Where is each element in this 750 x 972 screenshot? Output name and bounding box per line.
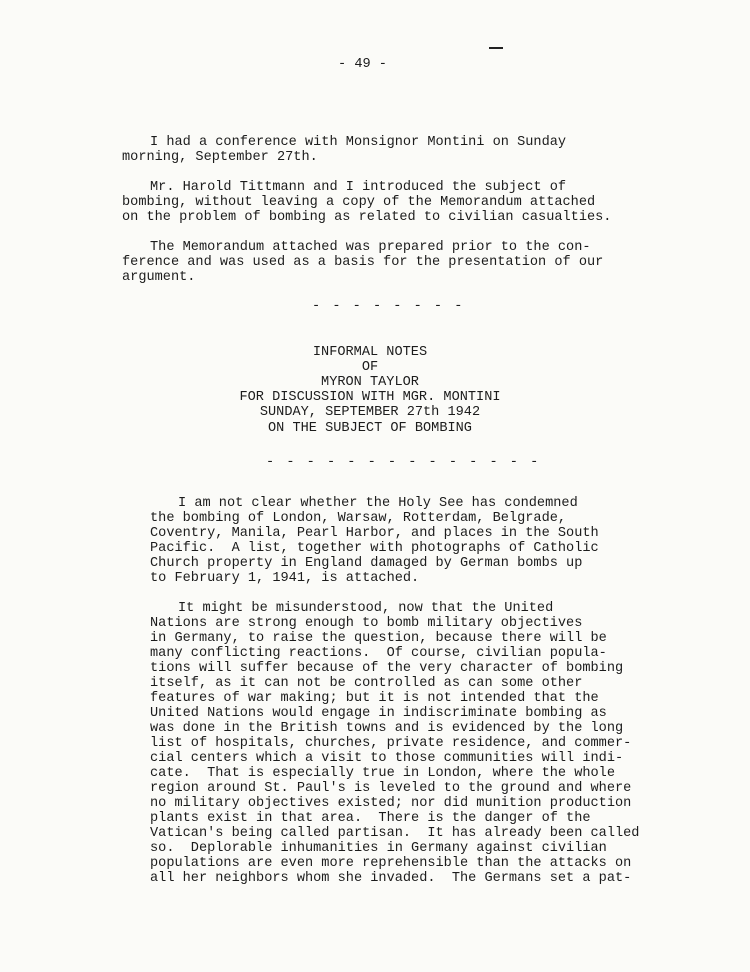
body-line: list of hospitals, churches, private residence, and commer- xyxy=(150,736,632,751)
body-line: cate. That is especially true in London, where the whole xyxy=(150,766,615,781)
heading-line: MYRON TAYLOR xyxy=(321,375,419,390)
page-number: - 49 - xyxy=(338,57,387,72)
body-line: no military objectives existed; nor did munition production xyxy=(150,796,632,811)
intro-line: bombing, without leaving a copy of the Memorandum attached xyxy=(122,195,596,210)
intro-line: argument. xyxy=(122,270,196,285)
body-line: It might be misunderstood, now that the United xyxy=(178,601,554,616)
intro-line: I had a conference with Monsignor Montini on Sunday xyxy=(150,135,567,150)
body-line: features of war making; but it is not intended that the xyxy=(150,691,599,706)
body-line: in Germany, to raise the question, because there will be xyxy=(150,631,607,646)
body-line: Church property in England damaged by German bombs up xyxy=(150,556,583,571)
heading-line: INFORMAL NOTES xyxy=(312,345,428,360)
intro-line: Mr. Harold Tittmann and I introduced the subject of xyxy=(150,180,567,195)
intro-line: ference and was used as a basis for the presentation of our xyxy=(122,255,604,270)
scan-mark xyxy=(489,47,503,49)
body-line: Vatican's being called partisan. It has already been called xyxy=(150,826,640,841)
intro-line: on the problem of bombing as related to civilian casualties. xyxy=(122,210,612,225)
body-line: Nations are strong enough to bomb military objectives xyxy=(150,616,583,631)
body-line: so. Deplorable inhumanities in Germany against civilian xyxy=(150,841,607,856)
body-line: all her neighbors whom she invaded. The Germans set a pat- xyxy=(150,871,632,886)
separator: - - - - - - - - - - - - - - xyxy=(266,455,541,470)
heading-line: ON THE SUBJECT OF BOMBING xyxy=(268,421,472,436)
body-line: was done in the British towns and is evidenced by the long xyxy=(150,721,624,736)
body-line: cial centers which a visit to those communities will indi- xyxy=(150,751,624,766)
body-line: plants exist in that area. There is the danger of the xyxy=(150,811,591,826)
body-line: the bombing of London, Warsaw, Rotterdam, Belgrade, xyxy=(150,511,567,526)
intro-line: The Memorandum attached was prepared prior to the con- xyxy=(150,240,591,255)
body-line: populations are even more reprehensible than the attacks on xyxy=(150,856,632,871)
body-line: itself, as it can not be controlled as can some other xyxy=(150,676,583,691)
body-line: region around St. Paul's is leveled to the ground and where xyxy=(150,781,632,796)
body-line: to February 1, 1941, is attached. xyxy=(150,571,420,586)
body-line: I am not clear whether the Holy See has condemned xyxy=(178,496,578,511)
body-line: tions will suffer because of the very character of bombing xyxy=(150,661,624,676)
heading-line: OF xyxy=(361,360,379,375)
body-line: Pacific. A list, together with photographs of Catholic xyxy=(150,541,599,556)
intro-line: morning, September 27th. xyxy=(122,150,318,165)
separator: - - - - - - - - xyxy=(312,299,465,314)
body-line: Coventry, Manila, Pearl Harbor, and places in the South xyxy=(150,526,599,541)
body-line: United Nations would engage in indiscriminate bombing as xyxy=(150,706,607,721)
body-line: many conflicting reactions. Of course, civilian popula- xyxy=(150,646,607,661)
heading-line: FOR DISCUSSION WITH MGR. MONTINI xyxy=(239,390,501,405)
heading-line: SUNDAY, SEPTEMBER 27th 1942 xyxy=(259,405,481,420)
